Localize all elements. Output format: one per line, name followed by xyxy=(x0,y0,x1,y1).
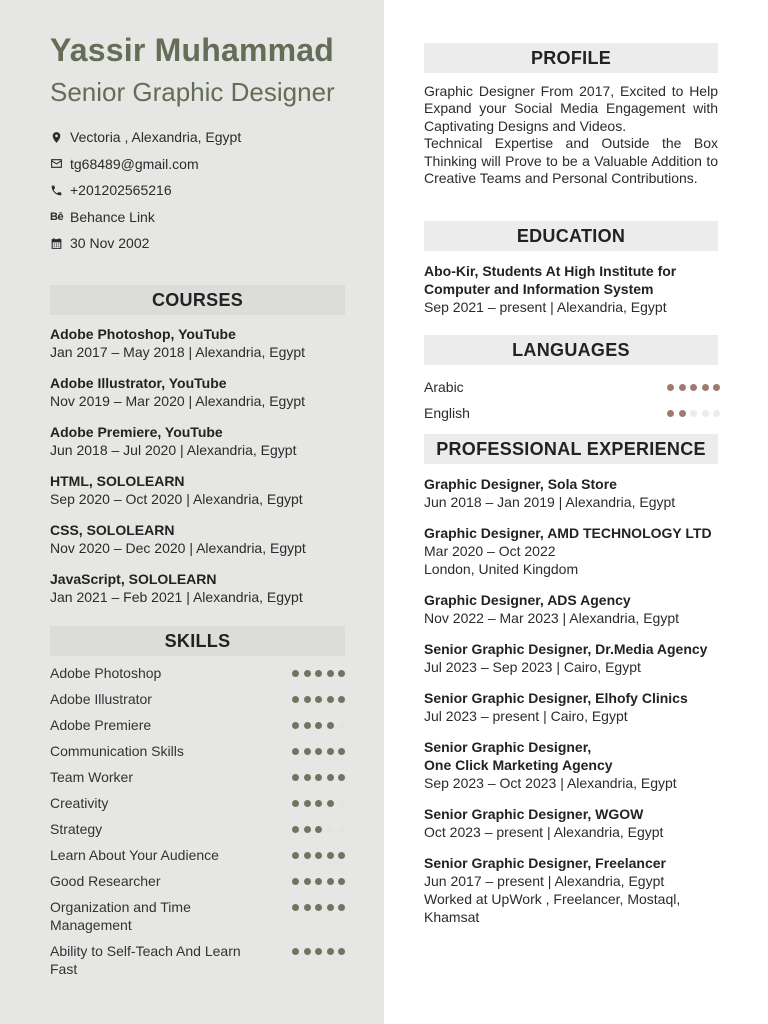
rating-dot-filled xyxy=(304,852,311,859)
rating-dot-filled xyxy=(304,670,311,677)
experience-title: Senior Graphic Designer, WGOW xyxy=(424,806,644,822)
rating-dot-filled xyxy=(338,948,345,955)
rating-dot-filled xyxy=(292,774,299,781)
rating-dot-filled xyxy=(327,904,334,911)
rating-dot-filled xyxy=(292,904,299,911)
skill-row xyxy=(50,846,345,864)
contact-behance-text: Behance Link xyxy=(70,208,155,225)
experience-item xyxy=(424,689,720,725)
skill-label: Creativity xyxy=(50,795,109,811)
language-rating xyxy=(667,384,720,391)
course-detail: Sep 2020 – Oct 2020 | Alexandria, Egypt xyxy=(50,491,303,507)
experience-item xyxy=(424,524,720,578)
rating-dot-filled xyxy=(702,384,709,391)
course-detail: Nov 2020 – Dec 2020 | Alexandria, Egypt xyxy=(50,540,306,556)
rating-dot-filled xyxy=(338,878,345,885)
courses-list xyxy=(50,325,345,606)
rating-dot-filled xyxy=(304,826,311,833)
rating-dot-filled xyxy=(315,852,322,859)
rating-dot-filled xyxy=(304,774,311,781)
skill-rating xyxy=(292,742,345,755)
language-row xyxy=(424,400,720,426)
location-pin-icon xyxy=(50,131,70,144)
calendar-icon xyxy=(50,237,70,250)
skill-row xyxy=(50,664,345,682)
behance-icon: Bē xyxy=(50,210,64,223)
rating-dot-filled xyxy=(292,800,299,807)
rating-dot-filled xyxy=(327,696,334,703)
education-title: Abo-Kir, Students At High Institute for Computer and Information System xyxy=(424,263,677,297)
rating-dot-filled xyxy=(338,774,345,781)
experience-detail: Jun 2017 – present | Alexandria, Egypt Worked at UpWork , Freelancer, Mostaql, Khamsat xyxy=(424,873,681,925)
job-title: Senior Graphic Designer xyxy=(50,77,335,107)
rating-dot-filled xyxy=(292,826,299,833)
rating-dot-filled xyxy=(315,878,322,885)
contact-location xyxy=(50,124,241,151)
skill-label: Organization and Time Management xyxy=(50,899,191,933)
skill-rating xyxy=(292,716,345,729)
skill-rating xyxy=(292,768,345,781)
course-item xyxy=(50,423,345,459)
rating-dot-filled xyxy=(713,384,720,391)
skill-rating xyxy=(292,820,345,833)
skill-row xyxy=(50,716,345,734)
rating-dot-filled xyxy=(338,852,345,859)
contact-email[interactable] xyxy=(50,151,241,178)
rating-dot-empty xyxy=(338,722,345,729)
language-label: Arabic xyxy=(424,379,464,395)
rating-dot-filled xyxy=(327,948,334,955)
skills-list xyxy=(50,664,345,986)
phone-icon xyxy=(50,184,70,197)
course-title: Adobe Premiere, YouTube xyxy=(50,424,223,440)
course-item xyxy=(50,374,345,410)
rating-dot-filled xyxy=(679,384,686,391)
experience-detail: Mar 2020 – Oct 2022 London, United Kingdom xyxy=(424,543,579,577)
experience-detail: Oct 2023 – present | Alexandria, Egypt xyxy=(424,824,664,840)
envelope-icon xyxy=(50,157,70,170)
rating-dot-filled xyxy=(292,748,299,755)
skill-label: Communication Skills xyxy=(50,743,184,759)
experience-title: Graphic Designer, AMD TECHNOLOGY LTD xyxy=(424,525,712,541)
language-label: English xyxy=(424,405,470,421)
language-row xyxy=(424,374,720,400)
rating-dot-filled xyxy=(690,384,697,391)
experience-title: Senior Graphic Designer, Dr.Media Agency xyxy=(424,641,708,657)
profile-paragraph: Technical Expertise and Outside the Box Thinking will Prove to be a Valuable Addition to Creative Teams and Personal Contributions. xyxy=(424,135,718,187)
rating-dot-filled xyxy=(327,722,334,729)
languages-heading: LANGUAGES xyxy=(424,335,718,365)
rating-dot-filled xyxy=(304,800,311,807)
rating-dot-filled xyxy=(304,904,311,911)
contact-behance[interactable] xyxy=(50,204,241,231)
experience-item xyxy=(424,738,720,792)
course-title: Adobe Illustrator, YouTube xyxy=(50,375,227,391)
course-title: HTML, SOLOLEARN xyxy=(50,473,185,489)
experience-title: Senior Graphic Designer, Freelancer xyxy=(424,855,666,871)
profile-paragraph: Graphic Designer From 2017, Excited to Help Expand your Social Media Engagement with Captivating Designs and Videos. xyxy=(424,83,718,134)
course-title: CSS, SOLOLEARN xyxy=(50,522,175,538)
rating-dot-filled xyxy=(315,904,322,911)
contact-birthdate xyxy=(50,230,241,257)
experience-item xyxy=(424,591,720,627)
candidate-name: Yassir Muhammad xyxy=(50,32,334,68)
rating-dot-empty xyxy=(702,410,709,417)
rating-dot-filled xyxy=(315,722,322,729)
rating-dot-filled xyxy=(338,670,345,677)
rating-dot-filled xyxy=(667,410,674,417)
skill-label: Adobe Photoshop xyxy=(50,665,162,681)
rating-dot-filled xyxy=(292,670,299,677)
skill-rating xyxy=(292,942,345,955)
skill-row xyxy=(50,872,345,890)
rating-dot-empty xyxy=(338,800,345,807)
course-item xyxy=(50,325,345,361)
rating-dot-filled xyxy=(327,852,334,859)
skill-row xyxy=(50,768,345,786)
experience-item xyxy=(424,854,720,926)
skill-rating xyxy=(292,690,345,703)
rating-dot-filled xyxy=(315,800,322,807)
language-rating xyxy=(667,410,720,417)
skill-rating xyxy=(292,664,345,677)
education-list xyxy=(424,262,720,316)
skill-label: Ability to Self-Teach And Learn Fast xyxy=(50,943,241,977)
rating-dot-empty xyxy=(327,826,334,833)
contact-email-text: tg68489@gmail.com xyxy=(70,155,199,172)
rating-dot-filled xyxy=(315,774,322,781)
rating-dot-filled xyxy=(304,696,311,703)
skill-label: Team Worker xyxy=(50,769,133,785)
experience-item xyxy=(424,475,720,511)
education-heading: EDUCATION xyxy=(424,221,718,251)
education-detail: Sep 2021 – present | Alexandria, Egypt xyxy=(424,299,667,315)
experience-detail: Nov 2022 – Mar 2023 | Alexandria, Egypt xyxy=(424,610,680,626)
rating-dot-filled xyxy=(315,948,322,955)
rating-dot-filled xyxy=(327,774,334,781)
rating-dot-filled xyxy=(292,696,299,703)
skill-label: Strategy xyxy=(50,821,103,837)
rating-dot-filled xyxy=(292,852,299,859)
skill-rating xyxy=(292,794,345,807)
experience-detail: Sep 2023 – Oct 2023 | Alexandria, Egypt xyxy=(424,775,677,791)
course-detail: Jan 2017 – May 2018 | Alexandria, Egypt xyxy=(50,344,306,360)
skill-label: Learn About Your Audience xyxy=(50,847,219,863)
rating-dot-filled xyxy=(338,696,345,703)
experience-title: Graphic Designer, ADS Agency xyxy=(424,592,631,608)
experience-detail: Jul 2023 – present | Cairo, Egypt xyxy=(424,708,628,724)
course-detail: Jun 2018 – Jul 2020 | Alexandria, Egypt xyxy=(50,442,297,458)
rating-dot-empty xyxy=(690,410,697,417)
rating-dot-filled xyxy=(292,948,299,955)
experience-list xyxy=(424,475,720,939)
experience-item xyxy=(424,640,720,676)
course-title: Adobe Photoshop, YouTube xyxy=(50,326,236,342)
rating-dot-filled xyxy=(327,800,334,807)
rating-dot-filled xyxy=(304,748,311,755)
skill-row xyxy=(50,942,345,978)
skill-row xyxy=(50,820,345,838)
course-detail: Jan 2021 – Feb 2021 | Alexandria, Egypt xyxy=(50,589,303,605)
education-item xyxy=(424,262,720,316)
rating-dot-filled xyxy=(304,722,311,729)
course-detail: Nov 2019 – Mar 2020 | Alexandria, Egypt xyxy=(50,393,306,409)
rating-dot-filled xyxy=(327,878,334,885)
course-item xyxy=(50,472,345,508)
contact-phone[interactable] xyxy=(50,177,241,204)
skill-row xyxy=(50,742,345,760)
rating-dot-filled xyxy=(315,748,322,755)
contact-list xyxy=(50,124,241,257)
skill-row xyxy=(50,898,345,934)
rating-dot-filled xyxy=(304,878,311,885)
skill-row xyxy=(50,690,345,708)
experience-detail: Jun 2018 – Jan 2019 | Alexandria, Egypt xyxy=(424,494,676,510)
rating-dot-filled xyxy=(315,670,322,677)
rating-dot-filled xyxy=(327,748,334,755)
experience-heading: PROFESSIONAL EXPERIENCE xyxy=(424,434,718,464)
course-title: JavaScript, SOLOLEARN xyxy=(50,571,217,587)
skill-label: Good Researcher xyxy=(50,873,161,889)
skill-rating xyxy=(292,872,345,885)
rating-dot-filled xyxy=(315,696,322,703)
rating-dot-empty xyxy=(338,826,345,833)
languages-list xyxy=(424,374,720,426)
rating-dot-filled xyxy=(315,826,322,833)
experience-title: Senior Graphic Designer, Elhofy Clinics xyxy=(424,690,688,706)
rating-dot-filled xyxy=(679,410,686,417)
skill-row xyxy=(50,794,345,812)
profile-heading: PROFILE xyxy=(424,43,718,73)
rating-dot-filled xyxy=(304,948,311,955)
experience-title: Graphic Designer, Sola Store xyxy=(424,476,617,492)
contact-phone-text: +201202565216 xyxy=(70,182,172,199)
rating-dot-filled xyxy=(667,384,674,391)
skills-heading: SKILLS xyxy=(50,626,345,656)
experience-item xyxy=(424,805,720,841)
skill-label: Adobe Premiere xyxy=(50,717,152,733)
rating-dot-filled xyxy=(292,878,299,885)
contact-birthdate-text: 30 Nov 2002 xyxy=(70,235,150,252)
rating-dot-filled xyxy=(327,670,334,677)
rating-dot-filled xyxy=(338,748,345,755)
profile-text xyxy=(424,83,718,187)
skill-label: Adobe Illustrator xyxy=(50,691,152,707)
skill-rating xyxy=(292,846,345,859)
course-item xyxy=(50,521,345,557)
course-item xyxy=(50,570,345,606)
courses-heading: COURSES xyxy=(50,285,345,315)
skill-rating xyxy=(292,898,345,911)
contact-location-text: Vectoria , Alexandria, Egypt xyxy=(70,129,242,146)
right-column xyxy=(384,0,768,1024)
experience-title: Senior Graphic Designer, One Click Marketing Agency xyxy=(424,739,613,773)
rating-dot-filled xyxy=(292,722,299,729)
experience-detail: Jul 2023 – Sep 2023 | Cairo, Egypt xyxy=(424,659,641,675)
rating-dot-empty xyxy=(713,410,720,417)
rating-dot-filled xyxy=(338,904,345,911)
